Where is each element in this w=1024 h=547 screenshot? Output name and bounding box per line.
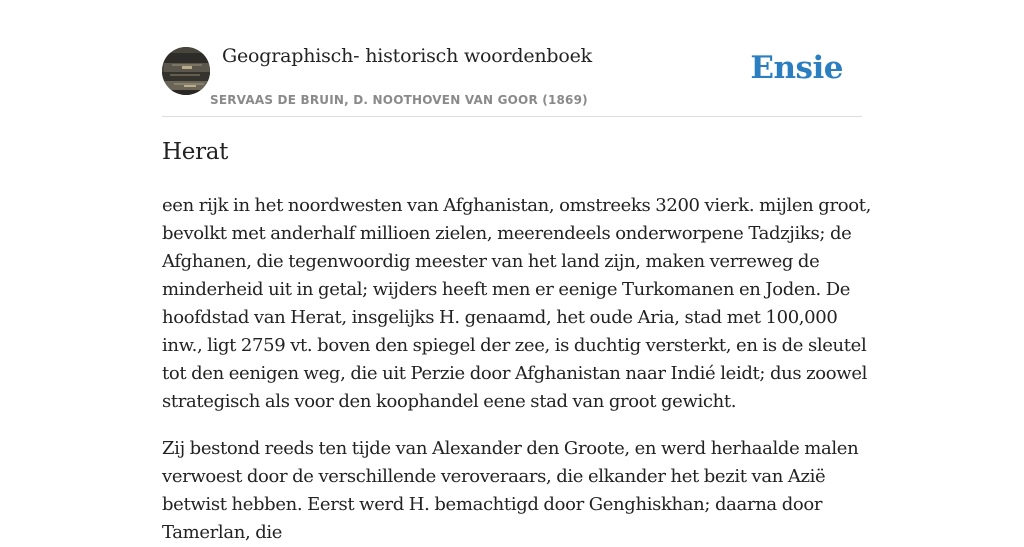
brand-logo[interactable]: Ensie [750,50,843,86]
entry-paragraph: een rijk in het noordwesten van Afghanistan, omstreeks 3200 vierk. mijlen groot, bevolkt met anderhalf millioen zielen, meerendeels onderworpene Tadzjiks; de Afghanen, die tegenwoordig meester van het land zijn, maken verreweg de minderheid uit in getal; wijders heeft men er eenige Turkomanen en Joden. De hoofdstad van Herat, insgelijks H. genaamd, het oude Aria, stad met 100,000 inw., ligt 2759 vt. boven den spiegel der zee, is duchtig versterkt, en is de sleutel tot den eenigen weg, die uit Perzie door Afghanistan naar Indié leidt; dus zoowel strategisch als voor den koophandel eene stad van groot gewicht. [162,195,871,412]
book-author-year: SERVAAS DE BRUIN, D. NOOTHOVEN VAN GOOR (1869) [210,93,588,107]
book-title[interactable]: Geographisch- historisch woordenboek [222,45,592,67]
entry-paragraph: Zij bestond reeds ten tijde van Alexander den Groote, en werd herhaalde malen verwoest door de verschillende veroveraars, die elkander het bezit van Azië betwist hebben. Eerst werd H. bemachtigd door Genghiskhan; daarna door Tamerlan, die [162,438,859,543]
page [162,0,871,543]
book-spines-icon[interactable] [162,47,210,95]
header [162,0,862,117]
entry-title: Herat [162,139,229,165]
